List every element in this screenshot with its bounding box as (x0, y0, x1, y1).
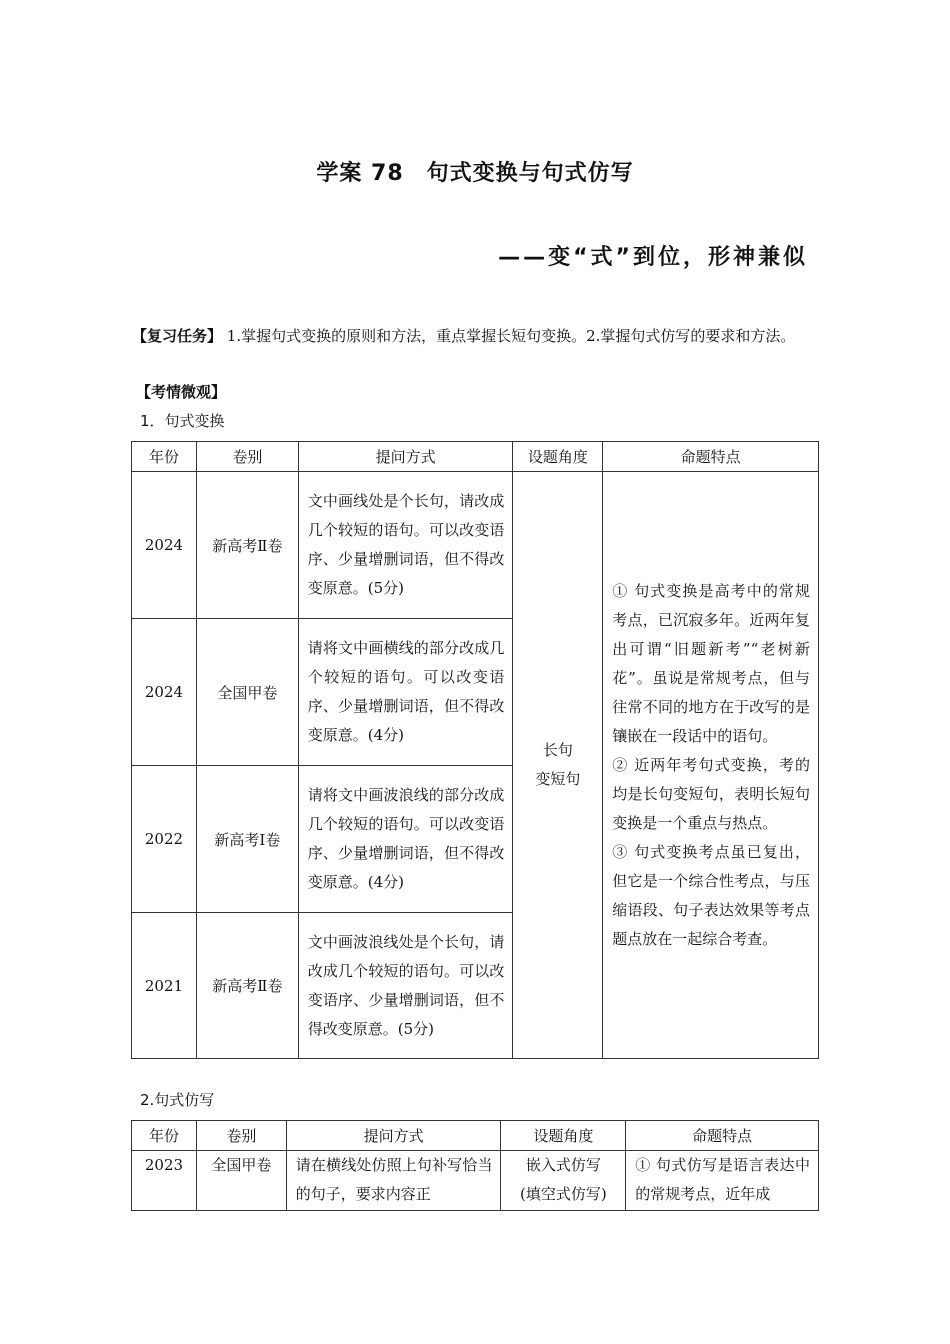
table-header-row (132, 442, 819, 472)
header-feature: 命题特点 (603, 442, 819, 472)
header-feature: 命题特点 (626, 1121, 819, 1151)
section2-heading: 2.句式仿写 (140, 1091, 215, 1109)
paper-cell: 全国甲卷 (196, 619, 298, 766)
feature-cell (603, 472, 819, 1059)
year-cell: 2023 (132, 1151, 197, 1211)
paper-cell: 新高考Ⅱ卷 (196, 913, 298, 1059)
page-title: 学案 78 句式变换与句式仿写 (316, 161, 634, 186)
review-task-text: 1.掌握句式变换的原则和方法，重点掌握长短句变换。2.掌握句式仿写的要求和方法。 (226, 327, 796, 345)
page-subtitle: ——变“式”到位，形神兼似 (498, 245, 808, 270)
angle-cell (513, 472, 603, 1059)
paper-cell: 新高考Ⅱ卷 (196, 472, 298, 619)
header-question: 提问方式 (286, 1121, 501, 1151)
question-cell: 文中画波浪线处是个长句，请改成几个较短的语句。可以改变语序、少量增删词语，但不得改变原意。(5分) (298, 913, 513, 1059)
angle-line: (填空式仿写) (519, 1185, 607, 1203)
review-task (132, 322, 816, 350)
feature-point: ③ 句式变换考点虽已复出，但它是一个综合性考点，与压缩语段、句子表达效果等考点题点放在一起综合考查。 (612, 842, 810, 948)
year-cell: 2024 (132, 619, 197, 766)
header-question: 提问方式 (298, 442, 513, 472)
angle-cell (501, 1151, 626, 1211)
table-row (132, 1151, 819, 1211)
sentence-imitation-table (131, 1120, 819, 1211)
year-cell: 2022 (132, 766, 197, 913)
year-cell: 2024 (132, 472, 197, 619)
table-row (132, 472, 819, 619)
angle-line: 长句 (542, 741, 573, 759)
review-task-tag: 【复习任务】 (132, 327, 223, 345)
feature-point: ① 句式变换是高考中的常规考点，已沉寂多年。近两年复出可谓“旧题新考”“老树新花”。虽说是常规考点，但与往常不同的地方在于改写的是镶嵌在一段话中的语句。 (612, 581, 810, 745)
angle-line: 变短句 (535, 770, 581, 788)
question-cell: 请将文中画波浪线的部分改成几个较短的语句。可以改变语序、少量增删词语，但不得改变原意。(4分) (298, 766, 513, 913)
header-paper: 卷别 (196, 442, 298, 472)
table-header-row (132, 1121, 819, 1151)
year-cell: 2021 (132, 913, 197, 1059)
paper-cell: 全国甲卷 (196, 1151, 286, 1211)
header-year: 年份 (132, 442, 197, 472)
feature-point: ② 近两年考句式变换，考的均是长句变短句，表明长短句变换是一个重点与热点。 (612, 755, 810, 832)
header-year: 年份 (132, 1121, 197, 1151)
paper-cell: 新高考Ⅰ卷 (196, 766, 298, 913)
sentence-transform-table (131, 441, 819, 1059)
question-cell: 请将文中画横线的部分改成几个较短的语句。可以改变语序、少量增删词语，但不得改变原意。(4分) (298, 619, 513, 766)
angle-line: 嵌入式仿写 (525, 1156, 601, 1174)
header-paper: 卷别 (196, 1121, 286, 1151)
feature-cell: ① 句式仿写是语言表达中的常规考点，近年成 (626, 1151, 819, 1211)
exam-overview-tag: 【考情微观】 (136, 383, 227, 401)
question-cell: 请在横线处仿照上句补写恰当的句子，要求内容正 (286, 1151, 501, 1211)
question-cell: 文中画线处是个长句，请改成几个较短的语句。可以改变语序、少量增删词语，但不得改变原意。(5分) (298, 472, 513, 619)
section1-heading: 1．句式变换 (140, 412, 225, 430)
header-angle: 设题角度 (513, 442, 603, 472)
header-angle: 设题角度 (501, 1121, 626, 1151)
